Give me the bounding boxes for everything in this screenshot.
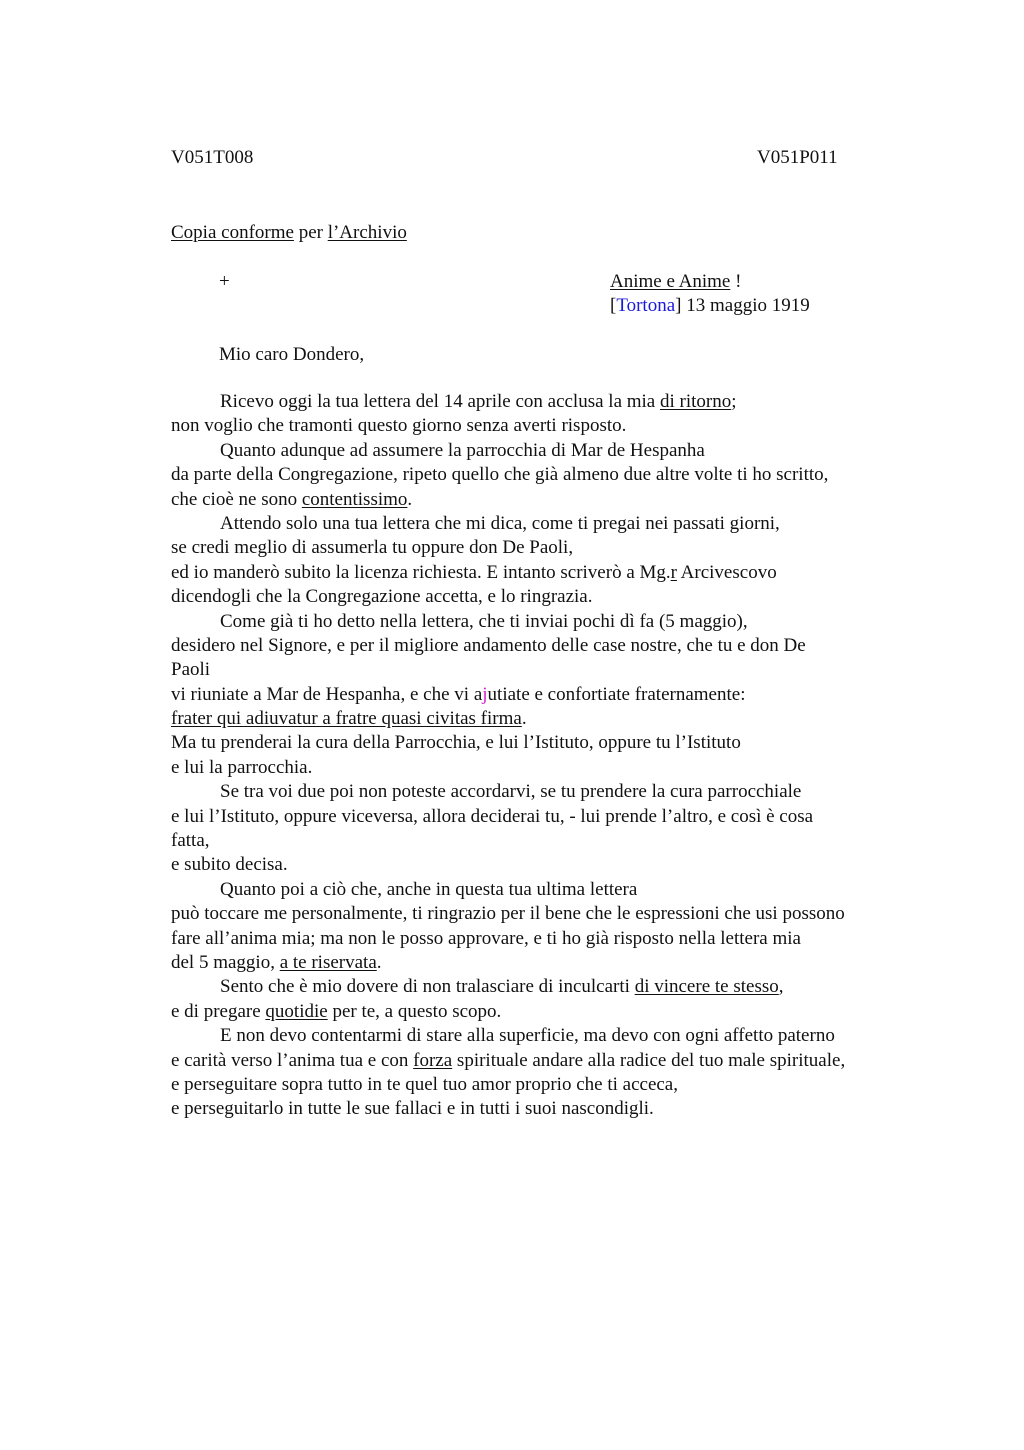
letter-text-segment: e lui la parrocchia. xyxy=(171,756,313,778)
letter-line xyxy=(171,561,911,585)
letter-line xyxy=(171,853,911,877)
letter-text-segment: vi riuniate a Mar de Hespanha, e che vi a xyxy=(171,683,483,705)
letter-line xyxy=(171,488,911,512)
letter-text-segment: Attendo solo una tua lettera che mi dica, come ti pregai nei passati giorni, xyxy=(220,512,780,534)
letter-text-segment: Ricevo oggi la tua lettera del 14 aprile con acclusa la mia xyxy=(220,391,660,412)
dateline-place: Tortona xyxy=(616,295,676,316)
letter-text-segment: non voglio che tramonti questo giorno senza averti risposto. xyxy=(171,415,627,437)
letter-text-segment: . xyxy=(521,708,527,730)
motto-text: Anime e Anime xyxy=(610,271,731,292)
letter-text-segment: e perseguitarlo in tutte le sue fallaci e in tutti i suoi nascondigli. xyxy=(171,1098,654,1120)
letter-text-segment: Quanto poi a ciò che, anche in questa tua ultima lettera xyxy=(220,878,638,900)
archive-archivio: l’Archivio xyxy=(327,222,407,243)
letter-line xyxy=(171,1024,911,1048)
letter-line xyxy=(171,829,911,853)
letter-line xyxy=(171,414,911,438)
archive-copia: Copia conforme xyxy=(171,222,294,243)
motto-suffix: ! xyxy=(730,271,742,292)
letter-line xyxy=(171,975,911,999)
letter-text-segment: per te, a questo scopo. xyxy=(327,1000,502,1022)
letter-text-segment: fare all’anima mia; ma non le posso approvare, e ti ho già risposto nella lettera mia xyxy=(171,927,801,949)
letter-line xyxy=(171,951,911,975)
letter-text-segment: fatta, xyxy=(171,830,210,852)
letter-line xyxy=(171,1073,911,1097)
letter-text-segment: può toccare me personalmente, ti ringrazio per il bene che le espressioni che usi possono xyxy=(171,903,845,925)
letter-line xyxy=(171,780,911,804)
letter-text-segment: dicendogli che la Congregazione accetta, e lo ringrazia. xyxy=(171,586,593,608)
letter-body xyxy=(171,390,911,1122)
letter-line xyxy=(171,707,911,731)
letter-text-segment: e subito decisa. xyxy=(171,854,288,876)
page-code-right: V051P011 xyxy=(757,147,838,168)
letter-text-segment: e carità verso l’anima tua e con xyxy=(171,1049,414,1071)
motto xyxy=(610,270,741,294)
document-code-left: V051T008 xyxy=(171,147,254,168)
letter-text-segment: e di pregare xyxy=(171,1000,266,1022)
letter-line xyxy=(171,1049,911,1073)
letter-line xyxy=(171,1000,911,1024)
letter-text-segment: . xyxy=(407,488,413,510)
letter-text-segment: Come già ti ho detto nella lettera, che ti inviai pochi dì fa (5 maggio), xyxy=(220,610,748,632)
letter-line xyxy=(171,658,911,682)
dateline xyxy=(610,294,810,318)
letter-text-segment: Sento che è mio dovere di non tralasciare di inculcarti xyxy=(220,976,635,998)
letter-text-segment: frater qui adiuvatur a fratre quasi civitas firma xyxy=(171,708,522,730)
letter-line xyxy=(171,902,911,926)
dateline-rest: ] 13 maggio 1919 xyxy=(675,295,810,316)
letter-line xyxy=(171,390,911,414)
letter-text-segment: di ritorno xyxy=(660,391,732,412)
letter-text-segment: Paoli xyxy=(171,659,211,681)
letter-text-segment: se credi meglio di assumerla tu oppure don De Paoli, xyxy=(171,537,574,559)
letter-line xyxy=(171,731,911,755)
letter-text-segment: da parte della Congregazione, ripeto quello che già almeno due altre volte ti ho scritto, xyxy=(171,464,829,486)
letter-line xyxy=(171,878,911,902)
letter-line xyxy=(171,610,911,634)
archive-per: per xyxy=(293,222,328,243)
letter-text-segment: Ma tu prenderai la cura della Parrocchia, e lui l’Istituto, oppure tu l’Istituto xyxy=(171,732,741,754)
letter-line xyxy=(171,463,911,487)
letter-text-segment: Se tra voi due poi non poteste accordarvi, se tu prendere la cura parrocchiale xyxy=(220,781,802,803)
letter-line xyxy=(171,439,911,463)
letter-text-segment: Quanto adunque ad assumere la parrocchia di Mar de Hespanha xyxy=(220,439,705,461)
cross-symbol: + xyxy=(219,271,230,292)
letter-text-segment: spirituale andare alla radice del tuo male spirituale, xyxy=(452,1049,846,1071)
letter-line xyxy=(171,756,911,780)
letter-text-segment: ; xyxy=(731,391,737,412)
letter-line xyxy=(171,1097,911,1121)
letter-text-segment: ed io manderò subito la licenza richiesta. E intanto scriverò a Mg. xyxy=(171,561,671,583)
letter-line xyxy=(171,683,911,707)
letter-line xyxy=(171,805,911,829)
letter-text-segment: e perseguitare sopra tutto in te quel tuo amor proprio che ti acceca, xyxy=(171,1073,678,1095)
letter-text-segment: r xyxy=(670,561,677,583)
letter-text-segment: quotidie xyxy=(265,1000,328,1022)
letter-text-segment: e lui l’Istituto, oppure viceversa, allora deciderai tu, - lui prende l’altro, e così è cosa xyxy=(171,805,814,827)
letter-text-segment: desidero nel Signore, e per il migliore andamento delle case nostre, che tu e don De xyxy=(171,634,806,656)
letter-line xyxy=(171,512,911,536)
letter-text-segment: , xyxy=(778,976,784,998)
letter-text-segment: forza xyxy=(413,1049,453,1071)
letter-line xyxy=(171,536,911,560)
letter-text-segment: E non devo contentarmi di stare alla superficie, ma devo con ogni affetto paterno xyxy=(220,1025,835,1047)
letter-line xyxy=(171,585,911,609)
letter-text-segment: Arcivescovo xyxy=(676,561,777,583)
letter-text-segment: a te riservata xyxy=(279,951,377,973)
salutation: Mio caro Dondero, xyxy=(219,344,365,365)
letter-text-segment: del 5 maggio, xyxy=(171,951,280,973)
letter-text-segment: j xyxy=(482,683,488,705)
letter-line xyxy=(171,927,911,951)
letter-line xyxy=(171,634,911,658)
letter-text-segment: . xyxy=(376,951,382,973)
dateline-open: [ xyxy=(610,295,617,316)
letter-text-segment: contentissimo xyxy=(301,488,408,510)
letter-text-segment: utiate e confortiate fraternamente: xyxy=(487,683,746,705)
archive-note xyxy=(171,221,407,245)
letter-text-segment: di vincere te stesso xyxy=(634,976,779,998)
letter-text-segment: che cioè ne sono xyxy=(171,488,302,510)
